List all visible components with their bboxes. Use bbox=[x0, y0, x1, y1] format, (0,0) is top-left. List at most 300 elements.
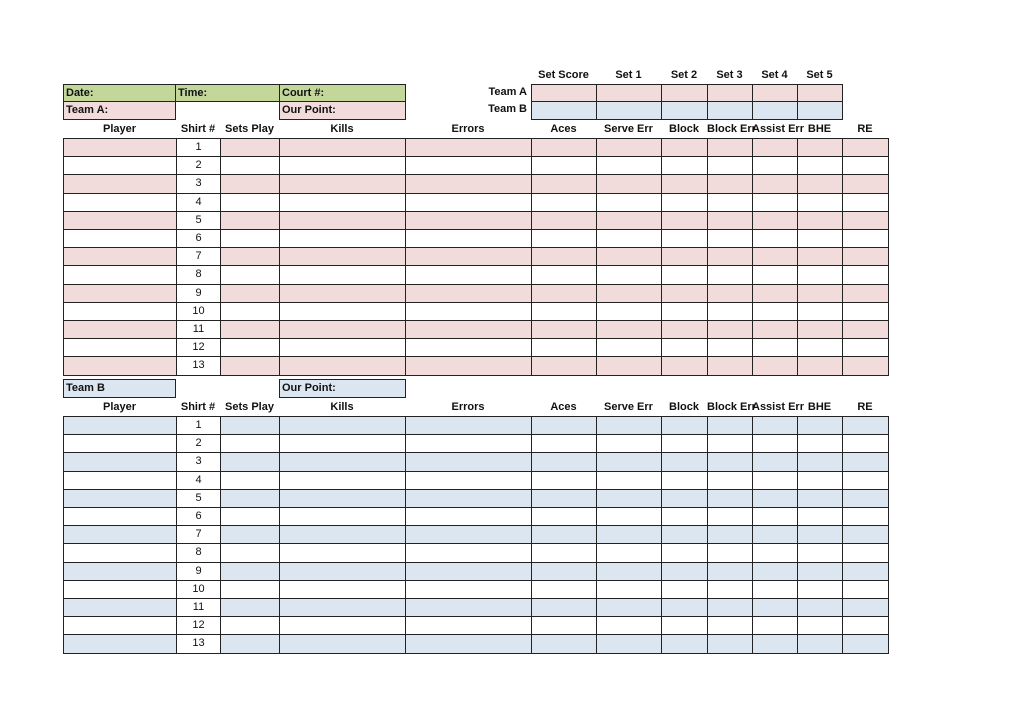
team-b-cell-kills[interactable] bbox=[279, 616, 406, 635]
team-b-cell-sets-play[interactable] bbox=[220, 598, 280, 617]
team-b-cell-aces[interactable] bbox=[531, 471, 597, 490]
team-b-cell-serve-err[interactable] bbox=[596, 507, 662, 526]
team-a-cell-block[interactable] bbox=[661, 302, 708, 321]
set-score-team-a-cell[interactable] bbox=[661, 84, 708, 102]
team-a-cell-block-err[interactable] bbox=[707, 320, 753, 339]
team-b-cell-bhe[interactable] bbox=[797, 634, 843, 654]
team-a-cell-errors[interactable] bbox=[405, 211, 532, 230]
team-a-cell-errors[interactable] bbox=[405, 174, 532, 194]
team-a-cell-block-err[interactable] bbox=[707, 284, 753, 303]
team-a-cell-errors[interactable] bbox=[405, 138, 532, 157]
team-a-cell-errors[interactable] bbox=[405, 320, 532, 339]
team-a-cell-bhe[interactable] bbox=[797, 211, 843, 230]
team-b-cell-bhe[interactable] bbox=[797, 489, 843, 508]
team-a-shirt-number: 10 bbox=[176, 302, 221, 321]
team-a-cell-assist-err[interactable] bbox=[752, 138, 798, 157]
team-a-cell-serve-err[interactable] bbox=[596, 284, 662, 303]
team-b-cell-block-err[interactable] bbox=[707, 525, 753, 544]
set-score-team-b-cell[interactable] bbox=[531, 101, 597, 120]
team-b-cell-block-err[interactable] bbox=[707, 416, 753, 435]
team-a-cell-block-err[interactable] bbox=[707, 356, 753, 376]
team-a-cell-kills[interactable] bbox=[279, 247, 406, 266]
team-b-cell-block[interactable] bbox=[661, 489, 708, 508]
team-b-cell-block[interactable] bbox=[661, 452, 708, 472]
team-a-cell-re[interactable] bbox=[842, 229, 889, 248]
team-a-cell-re[interactable] bbox=[842, 356, 889, 376]
team-a-cell-assist-err[interactable] bbox=[752, 211, 798, 230]
team-a-cell-serve-err[interactable] bbox=[596, 302, 662, 321]
team-a-cell-serve-err[interactable] bbox=[596, 320, 662, 339]
team-b-cell-serve-err[interactable] bbox=[596, 452, 662, 472]
team-b-cell-serve-err[interactable] bbox=[596, 416, 662, 435]
team-b-cell-block[interactable] bbox=[661, 543, 708, 563]
team-a-cell-assist-err[interactable] bbox=[752, 229, 798, 248]
team-b-cell-aces[interactable] bbox=[531, 489, 597, 508]
team-b-cell-block[interactable] bbox=[661, 434, 708, 453]
set-score-team-a-cell[interactable] bbox=[797, 84, 843, 102]
team-b-cell-assist-err[interactable] bbox=[752, 452, 798, 472]
team-b-cell-assist-err[interactable] bbox=[752, 598, 798, 617]
team-a-cell-serve-err[interactable] bbox=[596, 211, 662, 230]
team-a-cell-errors[interactable] bbox=[405, 247, 532, 266]
team-a-cell-aces[interactable] bbox=[531, 265, 597, 285]
team-a-cell-errors[interactable] bbox=[405, 284, 532, 303]
team-b-cell-serve-err[interactable] bbox=[596, 598, 662, 617]
team-b-cell-errors[interactable] bbox=[405, 598, 532, 617]
team-b-cell-block-err[interactable] bbox=[707, 507, 753, 526]
team-b-cell-serve-err[interactable] bbox=[596, 634, 662, 654]
team-b-cell-serve-err[interactable] bbox=[596, 562, 662, 581]
team-b-cell-errors[interactable] bbox=[405, 616, 532, 635]
set-score-team-b-cell[interactable] bbox=[752, 101, 798, 120]
team-a-cell-player[interactable] bbox=[63, 193, 177, 212]
team-b-cell-bhe[interactable] bbox=[797, 525, 843, 544]
team-b-cell-aces[interactable] bbox=[531, 543, 597, 563]
team-a-cell-aces[interactable] bbox=[531, 211, 597, 230]
team-a-cell-assist-err[interactable] bbox=[752, 338, 798, 357]
team-b-cell-assist-err[interactable] bbox=[752, 562, 798, 581]
team-b-cell-errors[interactable] bbox=[405, 525, 532, 544]
team-b-cell-block[interactable] bbox=[661, 471, 708, 490]
team-a-cell-re[interactable] bbox=[842, 211, 889, 230]
team-a-cell-block[interactable] bbox=[661, 156, 708, 175]
team-a-cell-assist-err[interactable] bbox=[752, 356, 798, 376]
team-b-cell-re[interactable] bbox=[842, 525, 889, 544]
team-b-cell-aces[interactable] bbox=[531, 562, 597, 581]
team-b-cell-kills[interactable] bbox=[279, 452, 406, 472]
team-a-cell-sets-play[interactable] bbox=[220, 320, 280, 339]
team-b-cell-assist-err[interactable] bbox=[752, 525, 798, 544]
team-b-cell-kills[interactable] bbox=[279, 525, 406, 544]
team-b-cell-errors[interactable] bbox=[405, 471, 532, 490]
team-b-cell-bhe[interactable] bbox=[797, 416, 843, 435]
team-b-cell-aces[interactable] bbox=[531, 634, 597, 654]
team-a-cell-serve-err[interactable] bbox=[596, 138, 662, 157]
team-a-cell-player[interactable] bbox=[63, 211, 177, 230]
team-b-cell-aces[interactable] bbox=[531, 580, 597, 599]
team-b-cell-re[interactable] bbox=[842, 416, 889, 435]
team-a-cell-block[interactable] bbox=[661, 193, 708, 212]
team-a-cell-aces[interactable] bbox=[531, 302, 597, 321]
team-b-cell-assist-err[interactable] bbox=[752, 489, 798, 508]
team-b-cell-serve-err[interactable] bbox=[596, 525, 662, 544]
team-b-cell-assist-err[interactable] bbox=[752, 471, 798, 490]
team-b-cell-player[interactable] bbox=[63, 562, 177, 581]
team-b-cell-player[interactable] bbox=[63, 489, 177, 508]
team-a-cell-aces[interactable] bbox=[531, 284, 597, 303]
team-b-cell-block[interactable] bbox=[661, 616, 708, 635]
team-b-cell-kills[interactable] bbox=[279, 562, 406, 581]
team-b-cell-aces[interactable] bbox=[531, 452, 597, 472]
team-b-cell-serve-err[interactable] bbox=[596, 471, 662, 490]
team-b-cell-player[interactable] bbox=[63, 616, 177, 635]
team-b-cell-kills[interactable] bbox=[279, 543, 406, 563]
team-a-cell-re[interactable] bbox=[842, 174, 889, 194]
team-b-cell-block[interactable] bbox=[661, 634, 708, 654]
team-b-cell-assist-err[interactable] bbox=[752, 543, 798, 563]
team-a-cell-player[interactable] bbox=[63, 247, 177, 266]
team-b-cell-sets-play[interactable] bbox=[220, 452, 280, 472]
team-b-cell-errors[interactable] bbox=[405, 434, 532, 453]
team-b-cell-serve-err[interactable] bbox=[596, 580, 662, 599]
team-b-cell-player[interactable] bbox=[63, 634, 177, 654]
team-a-cell-sets-play[interactable] bbox=[220, 138, 280, 157]
team-b-cell-sets-play[interactable] bbox=[220, 525, 280, 544]
team-a-cell-re[interactable] bbox=[842, 193, 889, 212]
team-b-cell-errors[interactable] bbox=[405, 634, 532, 654]
team-b-cell-block-err[interactable] bbox=[707, 452, 753, 472]
team-a-cell-errors[interactable] bbox=[405, 229, 532, 248]
set-score-team-a-cell[interactable] bbox=[596, 84, 662, 102]
team-a-cell-block[interactable] bbox=[661, 265, 708, 285]
team-b-cell-aces[interactable] bbox=[531, 616, 597, 635]
team-a-cell-bhe[interactable] bbox=[797, 193, 843, 212]
team-a-cell-re[interactable] bbox=[842, 156, 889, 175]
team-b-cell-bhe[interactable] bbox=[797, 598, 843, 617]
team-a-cell-aces[interactable] bbox=[531, 247, 597, 266]
set-score-team-b-cell[interactable] bbox=[596, 101, 662, 120]
team-a-cell-re[interactable] bbox=[842, 284, 889, 303]
team-b-cell-re[interactable] bbox=[842, 452, 889, 472]
team-b-cell-bhe[interactable] bbox=[797, 434, 843, 453]
team-b-cell-sets-play[interactable] bbox=[220, 580, 280, 599]
team-b-cell-re[interactable] bbox=[842, 562, 889, 581]
team-a-cell-aces[interactable] bbox=[531, 174, 597, 194]
team-a-cell-kills[interactable] bbox=[279, 229, 406, 248]
team-a-cell-block-err[interactable] bbox=[707, 138, 753, 157]
team-a-cell-block[interactable] bbox=[661, 284, 708, 303]
team-a-cell-sets-play[interactable] bbox=[220, 302, 280, 321]
team-a-cell-aces[interactable] bbox=[531, 193, 597, 212]
team-a-cell-bhe[interactable] bbox=[797, 320, 843, 339]
team-b-cell-assist-err[interactable] bbox=[752, 507, 798, 526]
team-a-cell-errors[interactable] bbox=[405, 193, 532, 212]
team-b-cell-block-err[interactable] bbox=[707, 489, 753, 508]
team-a-cell-bhe[interactable] bbox=[797, 356, 843, 376]
team-b-cell-kills[interactable] bbox=[279, 507, 406, 526]
team-a-cell-player[interactable] bbox=[63, 338, 177, 357]
team-a-cell-player[interactable] bbox=[63, 156, 177, 175]
team-b-cell-sets-play[interactable] bbox=[220, 634, 280, 654]
team-a-cell-assist-err[interactable] bbox=[752, 284, 798, 303]
team-b-cell-player[interactable] bbox=[63, 434, 177, 453]
team-b-cell-block[interactable] bbox=[661, 598, 708, 617]
team-a-cell-kills[interactable] bbox=[279, 193, 406, 212]
team-b-cell-player[interactable] bbox=[63, 452, 177, 472]
team-b-cell-errors[interactable] bbox=[405, 452, 532, 472]
set-score-team-b-cell[interactable] bbox=[797, 101, 843, 120]
team-b-cell-sets-play[interactable] bbox=[220, 416, 280, 435]
team-b-cell-player[interactable] bbox=[63, 416, 177, 435]
team-b-cell-aces[interactable] bbox=[531, 598, 597, 617]
team-b-cell-assist-err[interactable] bbox=[752, 416, 798, 435]
team-b-cell-kills[interactable] bbox=[279, 598, 406, 617]
team-a-cell-re[interactable] bbox=[842, 338, 889, 357]
team-a-cell-block-err[interactable] bbox=[707, 211, 753, 230]
team-a-cell-player[interactable] bbox=[63, 356, 177, 376]
team-a-cell-serve-err[interactable] bbox=[596, 356, 662, 376]
team-a-cell-sets-play[interactable] bbox=[220, 247, 280, 266]
team-a-cell-kills[interactable] bbox=[279, 156, 406, 175]
team-a-cell-player[interactable] bbox=[63, 320, 177, 339]
team-a-cell-bhe[interactable] bbox=[797, 156, 843, 175]
team-a-cell-aces[interactable] bbox=[531, 138, 597, 157]
team-a-cell-sets-play[interactable] bbox=[220, 193, 280, 212]
set-score-team-b-cell[interactable] bbox=[661, 101, 708, 120]
team-b-cell-sets-play[interactable] bbox=[220, 543, 280, 563]
team-b-cell-re[interactable] bbox=[842, 580, 889, 599]
team-a-cell-block[interactable] bbox=[661, 247, 708, 266]
team-b-cell-re[interactable] bbox=[842, 471, 889, 490]
team-b-cell-sets-play[interactable] bbox=[220, 616, 280, 635]
team-a-cell-errors[interactable] bbox=[405, 338, 532, 357]
team-b-cell-errors[interactable] bbox=[405, 489, 532, 508]
team-a-cell-assist-err[interactable] bbox=[752, 156, 798, 175]
team-a-cell-bhe[interactable] bbox=[797, 302, 843, 321]
team-b-cell-kills[interactable] bbox=[279, 634, 406, 654]
team-a-cell-aces[interactable] bbox=[531, 229, 597, 248]
team-a-cell-serve-err[interactable] bbox=[596, 193, 662, 212]
team-b-cell-block[interactable] bbox=[661, 525, 708, 544]
team-b-cell-errors[interactable] bbox=[405, 507, 532, 526]
team-a-cell-player[interactable] bbox=[63, 174, 177, 194]
team-a-cell-assist-err[interactable] bbox=[752, 302, 798, 321]
team-b-cell-serve-err[interactable] bbox=[596, 434, 662, 453]
team-a-cell-block[interactable] bbox=[661, 229, 708, 248]
team-b-cell-kills[interactable] bbox=[279, 416, 406, 435]
team-b-cell-block-err[interactable] bbox=[707, 562, 753, 581]
team-a-cell-assist-err[interactable] bbox=[752, 193, 798, 212]
team-a-cell-bhe[interactable] bbox=[797, 284, 843, 303]
team-b-cell-re[interactable] bbox=[842, 616, 889, 635]
team-b-cell-player[interactable] bbox=[63, 525, 177, 544]
team-b-cell-block-err[interactable] bbox=[707, 634, 753, 654]
team-b-cell-player[interactable] bbox=[63, 598, 177, 617]
team-b-cell-block[interactable] bbox=[661, 507, 708, 526]
team-b-cell-block-err[interactable] bbox=[707, 543, 753, 563]
team-b-cell-sets-play[interactable] bbox=[220, 562, 280, 581]
team-a-cell-serve-err[interactable] bbox=[596, 174, 662, 194]
team-a-cell-sets-play[interactable] bbox=[220, 356, 280, 376]
team-a-cell-player[interactable] bbox=[63, 138, 177, 157]
team-a-cell-errors[interactable] bbox=[405, 302, 532, 321]
team-a-cell-serve-err[interactable] bbox=[596, 265, 662, 285]
team-b-cell-block[interactable] bbox=[661, 562, 708, 581]
team-b-cell-sets-play[interactable] bbox=[220, 434, 280, 453]
team-a-cell-sets-play[interactable] bbox=[220, 284, 280, 303]
team-b-cell-bhe[interactable] bbox=[797, 507, 843, 526]
team-a-cell-serve-err[interactable] bbox=[596, 338, 662, 357]
team-a-cell-block-err[interactable] bbox=[707, 338, 753, 357]
team-b-cell-player[interactable] bbox=[63, 543, 177, 563]
set-score-team-a-cell[interactable] bbox=[707, 84, 753, 102]
team-a-cell-sets-play[interactable] bbox=[220, 156, 280, 175]
team-b-cell-re[interactable] bbox=[842, 507, 889, 526]
team-b-cell-serve-err[interactable] bbox=[596, 543, 662, 563]
set-score-team-b-cell[interactable] bbox=[707, 101, 753, 120]
team-b-cell-bhe[interactable] bbox=[797, 452, 843, 472]
team-b-cell-bhe[interactable] bbox=[797, 543, 843, 563]
team-a-cell-sets-play[interactable] bbox=[220, 338, 280, 357]
team-a-cell-assist-err[interactable] bbox=[752, 174, 798, 194]
team-a-cell-errors[interactable] bbox=[405, 356, 532, 376]
team-a-cell-block-err[interactable] bbox=[707, 265, 753, 285]
team-a-cell-bhe[interactable] bbox=[797, 174, 843, 194]
team-b-cell-aces[interactable] bbox=[531, 416, 597, 435]
team-b-cell-re[interactable] bbox=[842, 634, 889, 654]
team-b-cell-errors[interactable] bbox=[405, 580, 532, 599]
team-b-shirt-number: 10 bbox=[176, 580, 221, 599]
team-b-cell-assist-err[interactable] bbox=[752, 634, 798, 654]
team-a-cell-bhe[interactable] bbox=[797, 138, 843, 157]
team-a-cell-block-err[interactable] bbox=[707, 156, 753, 175]
team-a-cell-serve-err[interactable] bbox=[596, 156, 662, 175]
team-a-cell-kills[interactable] bbox=[279, 284, 406, 303]
team-a-cell-kills[interactable] bbox=[279, 338, 406, 357]
team-a-cell-block-err[interactable] bbox=[707, 302, 753, 321]
team-a-cell-re[interactable] bbox=[842, 302, 889, 321]
team-a-cell-re[interactable] bbox=[842, 138, 889, 157]
team-b-cell-errors[interactable] bbox=[405, 562, 532, 581]
team-a-cell-aces[interactable] bbox=[531, 356, 597, 376]
team-a-cell-kills[interactable] bbox=[279, 320, 406, 339]
team-b-cell-kills[interactable] bbox=[279, 489, 406, 508]
team-b-cell-aces[interactable] bbox=[531, 507, 597, 526]
team-a-cell-errors[interactable] bbox=[405, 156, 532, 175]
team-b-cell-aces[interactable] bbox=[531, 525, 597, 544]
team-a-cell-block[interactable] bbox=[661, 138, 708, 157]
team-b-cell-kills[interactable] bbox=[279, 434, 406, 453]
team-a-cell-block-err[interactable] bbox=[707, 229, 753, 248]
team-a-cell-re[interactable] bbox=[842, 265, 889, 285]
team-b-cell-assist-err[interactable] bbox=[752, 434, 798, 453]
team-b-cell-re[interactable] bbox=[842, 489, 889, 508]
team-a-cell-block[interactable] bbox=[661, 320, 708, 339]
team-a-cell-kills[interactable] bbox=[279, 138, 406, 157]
team-b-cell-kills[interactable] bbox=[279, 580, 406, 599]
team-a-cell-player[interactable] bbox=[63, 229, 177, 248]
team-a-cell-player[interactable] bbox=[63, 302, 177, 321]
team-a-cell-aces[interactable] bbox=[531, 156, 597, 175]
team-a-cell-block[interactable] bbox=[661, 174, 708, 194]
team-a-cell-aces[interactable] bbox=[531, 338, 597, 357]
team-a-cell-bhe[interactable] bbox=[797, 338, 843, 357]
team-a-cell-sets-play[interactable] bbox=[220, 229, 280, 248]
set-score-team-a-cell[interactable] bbox=[752, 84, 798, 102]
team-b-cell-bhe[interactable] bbox=[797, 471, 843, 490]
team-a-cell-bhe[interactable] bbox=[797, 247, 843, 266]
team-a-cell-sets-play[interactable] bbox=[220, 174, 280, 194]
team-b-cell-re[interactable] bbox=[842, 598, 889, 617]
team-a-cell-kills[interactable] bbox=[279, 174, 406, 194]
team-b-cell-re[interactable] bbox=[842, 434, 889, 453]
team-a-cell-kills[interactable] bbox=[279, 356, 406, 376]
team-a-cell-kills[interactable] bbox=[279, 265, 406, 285]
team-b-cell-errors[interactable] bbox=[405, 543, 532, 563]
team-b-cell-serve-err[interactable] bbox=[596, 616, 662, 635]
team-a-cell-block[interactable] bbox=[661, 211, 708, 230]
team-a-cell-errors[interactable] bbox=[405, 265, 532, 285]
team-b-cell-assist-err[interactable] bbox=[752, 616, 798, 635]
team-b-cell-bhe[interactable] bbox=[797, 580, 843, 599]
team-b-cell-serve-err[interactable] bbox=[596, 489, 662, 508]
team-a-cell-block-err[interactable] bbox=[707, 193, 753, 212]
team-b-cell-block-err[interactable] bbox=[707, 616, 753, 635]
team-a-cell-kills[interactable] bbox=[279, 211, 406, 230]
team-b-cell-block[interactable] bbox=[661, 580, 708, 599]
team-a-cell-re[interactable] bbox=[842, 320, 889, 339]
team-a-cell-assist-err[interactable] bbox=[752, 247, 798, 266]
team-b-cell-kills[interactable] bbox=[279, 471, 406, 490]
team-a-cell-assist-err[interactable] bbox=[752, 320, 798, 339]
team-b-cell-block-err[interactable] bbox=[707, 434, 753, 453]
team-a-cell-kills[interactable] bbox=[279, 302, 406, 321]
team-a-cell-bhe[interactable] bbox=[797, 229, 843, 248]
team-a-cell-assist-err[interactable] bbox=[752, 265, 798, 285]
team-a-cell-serve-err[interactable] bbox=[596, 247, 662, 266]
team-a-cell-sets-play[interactable] bbox=[220, 265, 280, 285]
team-b-cell-player[interactable] bbox=[63, 580, 177, 599]
team-a-cell-player[interactable] bbox=[63, 284, 177, 303]
team-a-cell-sets-play[interactable] bbox=[220, 211, 280, 230]
set-score-team-a-cell[interactable] bbox=[531, 84, 597, 102]
team-b-cell-sets-play[interactable] bbox=[220, 489, 280, 508]
team-a-cell-block-err[interactable] bbox=[707, 174, 753, 194]
team-a-cell-block[interactable] bbox=[661, 356, 708, 376]
team-b-cell-block-err[interactable] bbox=[707, 471, 753, 490]
team-a-cell-bhe[interactable] bbox=[797, 265, 843, 285]
team-a-cell-player[interactable] bbox=[63, 265, 177, 285]
team-b-cell-block-err[interactable] bbox=[707, 580, 753, 599]
team-a-cell-block-err[interactable] bbox=[707, 247, 753, 266]
team-b-cell-aces[interactable] bbox=[531, 434, 597, 453]
team-a-cell-aces[interactable] bbox=[531, 320, 597, 339]
team-b-cell-block[interactable] bbox=[661, 416, 708, 435]
team-b-cell-re[interactable] bbox=[842, 543, 889, 563]
team-b-cell-player[interactable] bbox=[63, 471, 177, 490]
team-a-cell-block[interactable] bbox=[661, 338, 708, 357]
team-b-cell-block-err[interactable] bbox=[707, 598, 753, 617]
team-b-cell-sets-play[interactable] bbox=[220, 507, 280, 526]
team-b-cell-bhe[interactable] bbox=[797, 616, 843, 635]
team-a-cell-serve-err[interactable] bbox=[596, 229, 662, 248]
team-b-cell-sets-play[interactable] bbox=[220, 471, 280, 490]
team-b-cell-errors[interactable] bbox=[405, 416, 532, 435]
team-b-cell-player[interactable] bbox=[63, 507, 177, 526]
team-b-cell-bhe[interactable] bbox=[797, 562, 843, 581]
team-a-cell-re[interactable] bbox=[842, 247, 889, 266]
team-b-cell-assist-err[interactable] bbox=[752, 580, 798, 599]
